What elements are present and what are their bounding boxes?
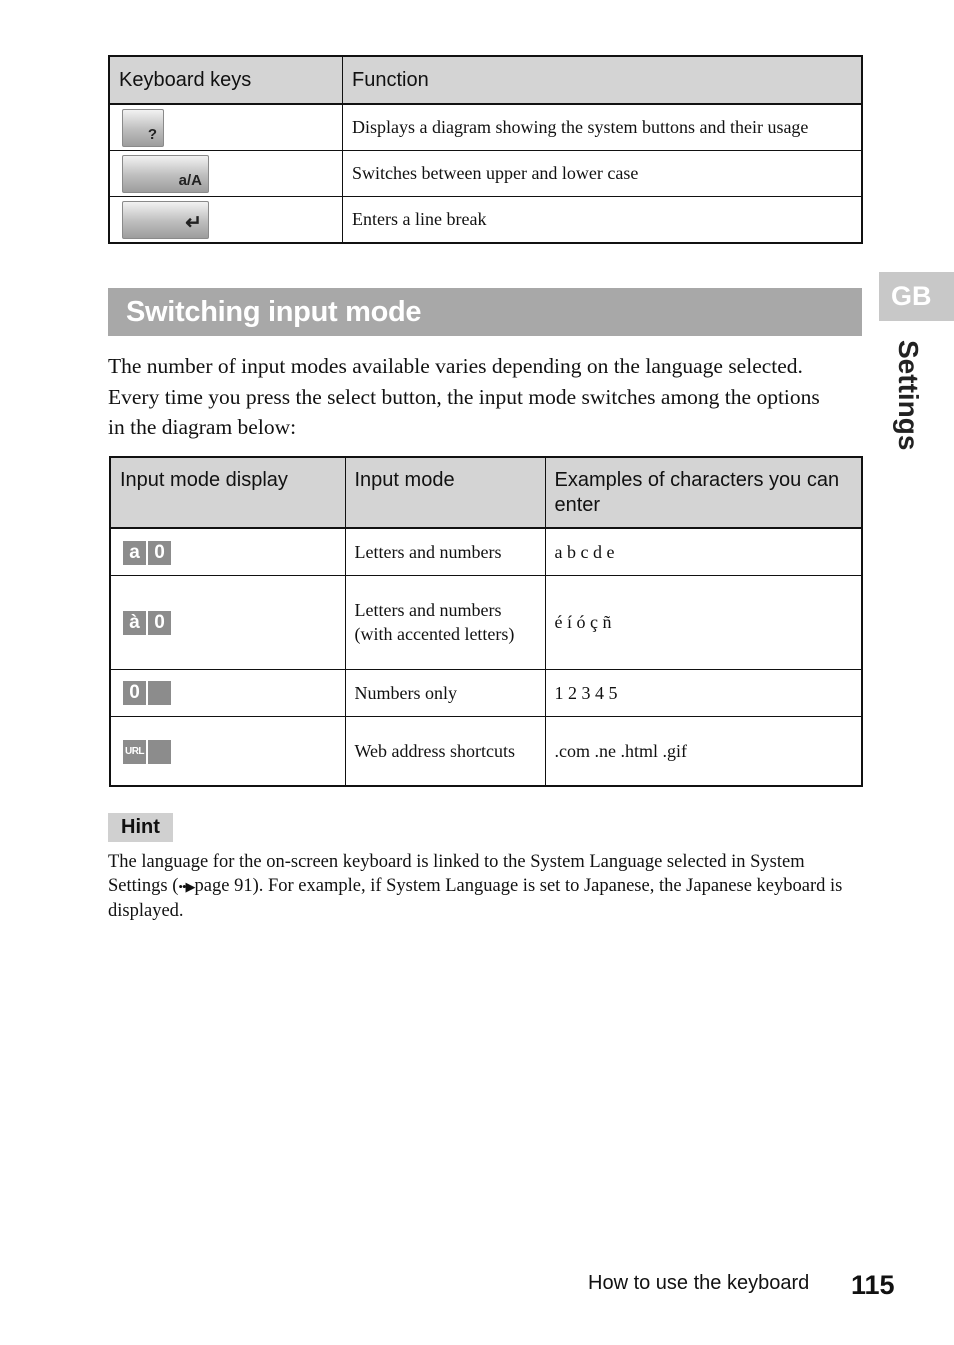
table-header-row <box>110 457 862 528</box>
language-tab: GB <box>879 272 954 321</box>
mode-indicator-icon <box>123 611 171 635</box>
examples-cell: é í ó ç ñ <box>545 575 862 669</box>
indicator-glyph: a <box>123 541 146 565</box>
mode-cell: Letters and numbers <box>345 528 545 575</box>
page-number: 115 <box>851 1270 895 1300</box>
examples-cell: a b c d e <box>545 528 862 575</box>
function-cell: Switches between upper and lower case <box>343 151 863 197</box>
indicator-glyph: 0 <box>123 681 146 705</box>
table-row <box>109 151 862 197</box>
function-cell: Displays a diagram showing the system buttons and their usage <box>343 104 863 151</box>
indicator-glyph: 0 <box>148 611 171 635</box>
mode-indicator-icon <box>123 740 171 764</box>
key-label: ↵ <box>185 211 202 234</box>
key-label: ? <box>147 125 157 143</box>
case-toggle-key-icon <box>122 155 209 193</box>
column-header: Keyboard keys <box>109 56 343 104</box>
table-row <box>110 575 862 669</box>
hint-text-end: page 91). For example, if System Language is set to Japanese, the Japanese keyboard is displayed. <box>108 876 843 921</box>
mode-display-cell <box>110 528 345 575</box>
mode-cell: Letters and numbers (with accented letters) <box>345 575 545 669</box>
key-label: a/A <box>178 171 202 189</box>
examples-cell: 1 2 3 4 5 <box>545 669 862 716</box>
indicator-glyph: 0 <box>148 541 171 565</box>
indicator-glyph: URL <box>123 740 146 764</box>
table-row <box>110 716 862 786</box>
mode-indicator-icon <box>123 681 171 705</box>
key-cell <box>109 151 343 197</box>
mode-cell: Numbers only <box>345 669 545 716</box>
page-reference-arrow-icon: ••▶ <box>178 879 195 894</box>
column-header: Input mode <box>345 457 545 528</box>
table-header-row <box>109 56 862 104</box>
table-row <box>109 104 862 151</box>
mode-cell: Web address shortcuts <box>345 716 545 786</box>
footer-section-title: How to use the keyboard <box>588 1272 810 1294</box>
indicator-glyph <box>148 740 171 764</box>
hint-label: Hint <box>108 813 173 842</box>
hint-text <box>108 850 858 923</box>
indicator-glyph: à <box>123 611 146 635</box>
mode-display-cell <box>110 575 345 669</box>
table-row <box>110 528 862 575</box>
indicator-glyph <box>148 681 171 705</box>
chapter-title: Settings <box>893 340 924 451</box>
intro-paragraph: The number of input modes available varies depending on the language selected. Every time you press the select button, the input mode switches among the options in the diagram below: <box>108 354 820 439</box>
key-cell <box>109 104 343 151</box>
key-cell <box>109 197 343 244</box>
section-heading: Switching input mode <box>108 288 862 336</box>
keyboard-keys-table <box>108 55 863 244</box>
mode-display-cell <box>110 669 345 716</box>
table-row <box>109 197 862 244</box>
column-header: Function <box>343 56 863 104</box>
table-row <box>110 669 862 716</box>
help-key-icon <box>122 109 164 147</box>
function-cell: Enters a line break <box>343 197 863 244</box>
line-break-key-icon <box>122 201 209 239</box>
column-header: Examples of characters you can enter <box>545 457 862 528</box>
hint-text-start: The language for the on-screen keyboard is linked to the System Language selected in System Settings ( <box>108 852 805 896</box>
mode-display-cell <box>110 716 345 786</box>
column-header: Input mode display <box>110 457 345 528</box>
mode-indicator-icon <box>123 541 171 565</box>
input-mode-table <box>109 456 863 787</box>
examples-cell: .com .ne .html .gif <box>545 716 862 786</box>
